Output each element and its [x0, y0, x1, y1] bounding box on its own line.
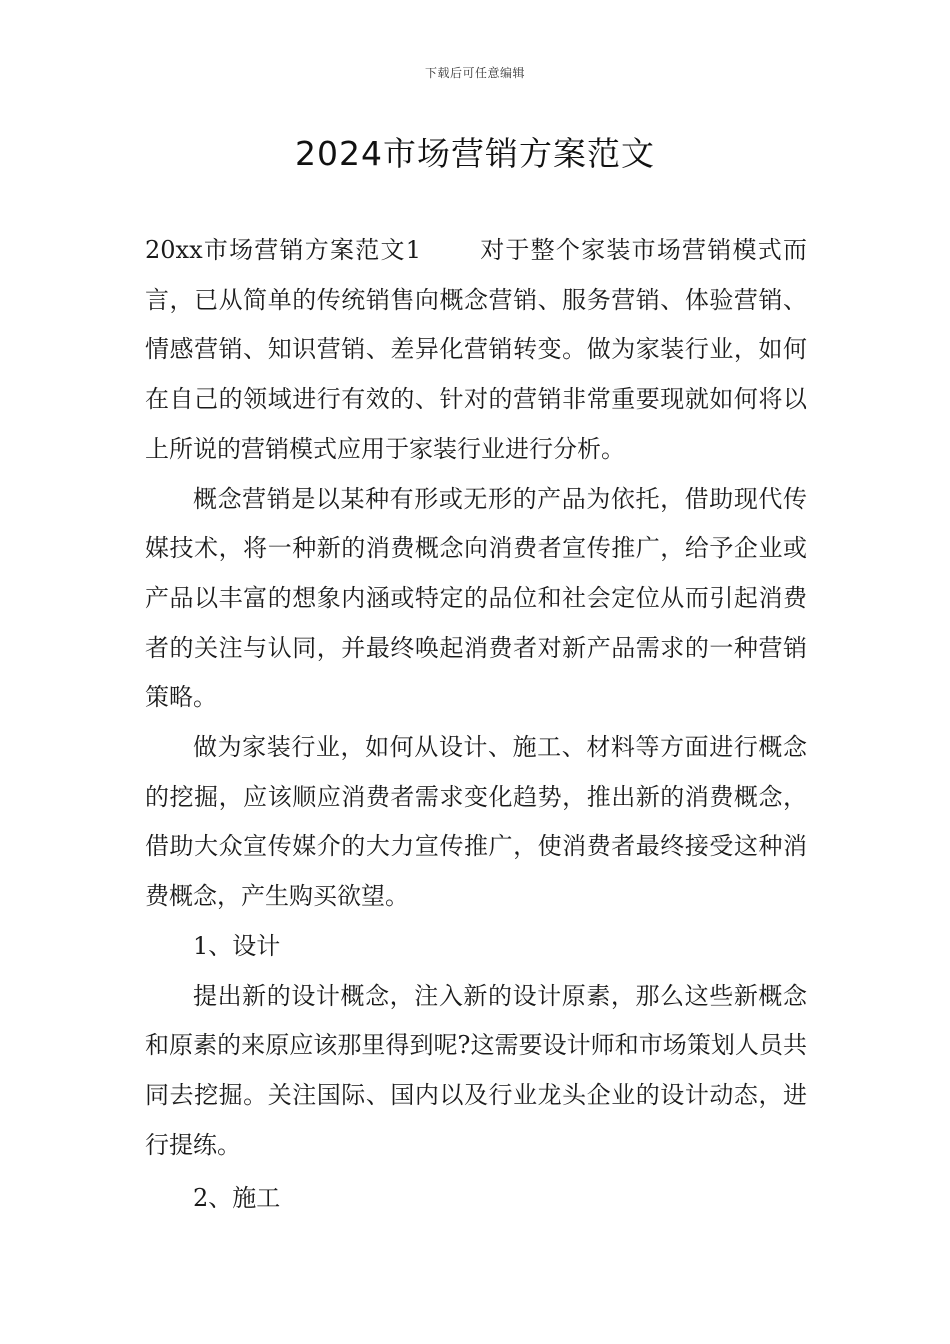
intro-lead: 20xx市场营销方案范文1 [145, 236, 421, 264]
paragraph-design: 提出新的设计概念，注入新的设计原素，那么这些新概念和原素的来原应该那里得到呢?这需要设计师和市场策划人员共同去挖掘。关注国际、国内以及行业龙头企业的设计动态，进行提练。 [145, 981, 807, 1159]
document-title: 2024市场营销方案范文 [295, 134, 655, 173]
paragraph-concept-marketing: 概念营销是以某种有形或无形的产品为依托，借助现代传媒技术，将一种新的消费概念向消费者宣传推广，给予企业或产品以丰富的想象内涵或特定的品位和社会定位从而引起消费者的关注与认同，并最终唤起消费者对新产品需求的一种营销策略。 [145, 484, 807, 712]
header-note: 下载后可任意编辑 [424, 66, 525, 80]
intro-text: 对于整个家装市场营销模式而言，已从简单的传统销售向概念营销、服务营销、体验营销、情感营销、知识营销、差异化营销转变。做为家装行业，如何在自己的领域进行有效的、针对的营销非常重要现就如何将以上所说的营销模式应用于家装行业进行分析。 [145, 236, 807, 463]
intro-paragraph [145, 226, 807, 475]
section-heading-construction: 2、施工 [193, 1184, 281, 1213]
paragraph-home-decor-industry: 做为家装行业，如何从设计、施工、材料等方面进行概念的挖掘，应该顺应消费者需求变化趋势，推出新的消费概念，借助大众宣传媒介的大力宣传推广，使消费者最终接受这种消费概念，产生购买欲望。 [145, 733, 807, 911]
section-heading-design: 1、设计 [193, 931, 281, 960]
document-body [145, 226, 807, 1224]
